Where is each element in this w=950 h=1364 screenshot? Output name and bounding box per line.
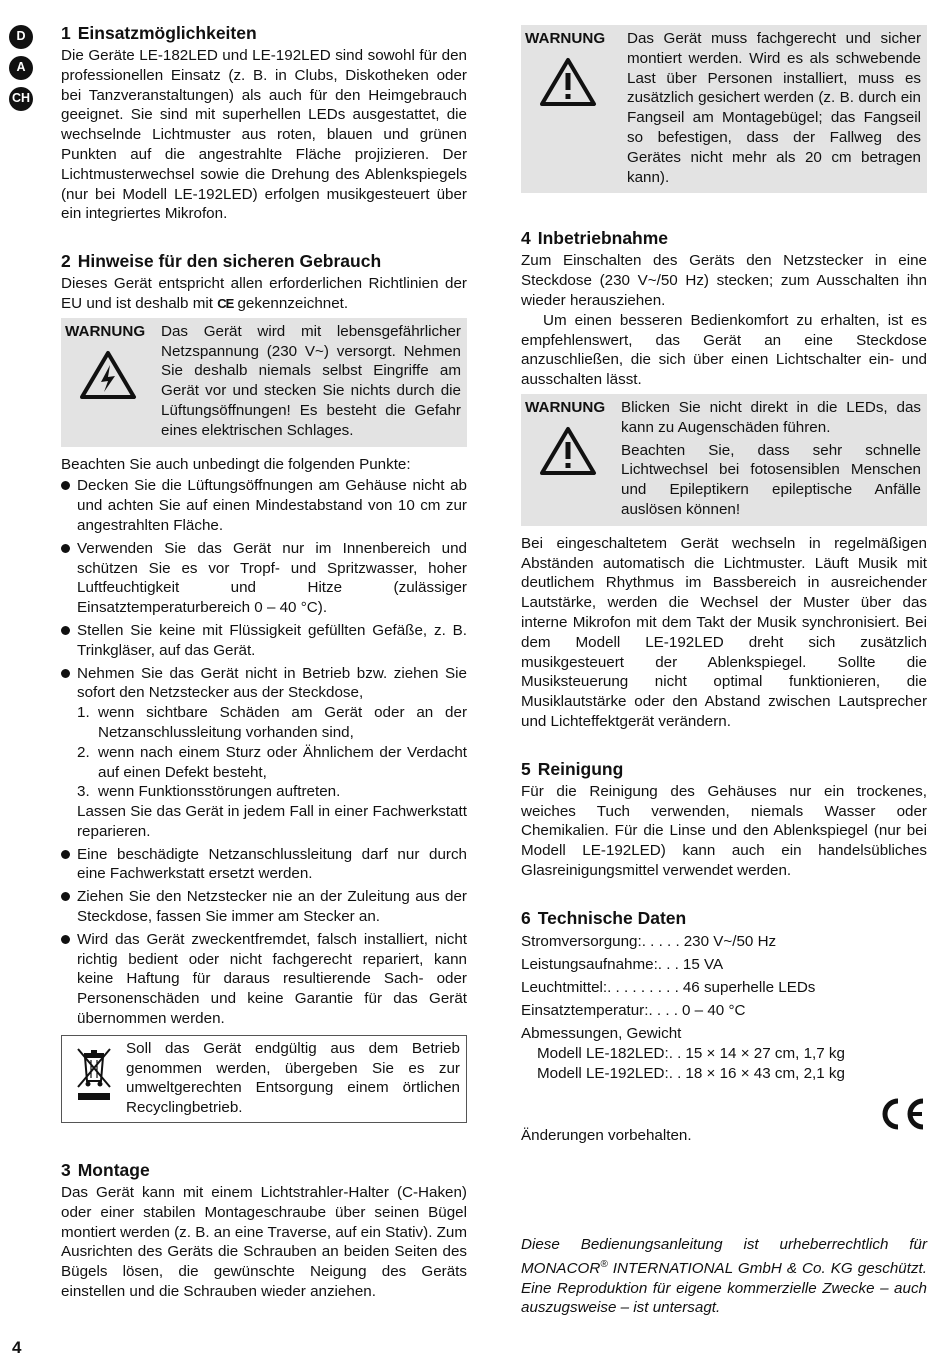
section-technische-daten <box>521 907 927 1146</box>
section-number: 6 <box>521 907 531 928</box>
section-heading <box>521 227 927 249</box>
spec-value: 46 superhelle LEDs <box>682 979 816 997</box>
warning-box-mounting <box>521 25 927 193</box>
spec-label: Leuchtmittel: <box>521 979 608 997</box>
sublist-item <box>77 743 467 783</box>
right-column <box>521 22 927 1145</box>
paragraph: Das Gerät kann mit einem Lichtstrahler-Halter (C-Haken) oder einer stabilen Montageschraube über seinen Bügel montiert werden (z. B. an eine Traverse, auf ein Stativ). Zum Ausrichten des Geräts die Schrauben an beiden Seiten des Bügels lösen, die gewünschte Neigung des Geräts einstellen und die Schrauben wieder anziehen. <box>61 1184 468 1301</box>
spec-label: Leistungsaufnahme: <box>521 956 658 974</box>
paragraph: Um einen besseren Bedienkomfort zu erhalten, ist es empfehlenswert, das Gerät an eine Steckdose anzuschließen, die sich über einen Lichtschalter ein- und ausschalten lässt. <box>521 311 927 389</box>
crossed-bin-icon <box>74 1045 116 1105</box>
page-number: 4 <box>12 1338 22 1357</box>
language-badge-a: A <box>9 56 33 80</box>
spec-label: Einsatztemperatur: <box>521 1002 649 1020</box>
text-span: Nehmen Sie das Gerät nicht in Betrieb bzw. ziehen Sie sofort den Netzstecker aus der Steckdose, <box>77 664 467 702</box>
sublist-number: 2. <box>77 743 90 761</box>
section-heading <box>521 907 927 929</box>
warning-box-eyes <box>521 394 927 526</box>
spec-table <box>521 931 927 1086</box>
spec-leader: . . <box>668 1045 682 1063</box>
spec-leader: . . . . . <box>641 933 680 951</box>
spec-value: 230 V~/50 Hz <box>683 933 777 951</box>
language-badges <box>9 25 33 118</box>
text-span: Lassen Sie das Gerät in jedem Fall in einer Fachwerkstatt reparieren. <box>77 803 467 840</box>
spec-leader: . . . . . . . . . <box>607 979 679 997</box>
list-item: Stellen Sie keine mit Flüssigkeit gefüllten Gefäße, z. B. Trinkgläser, auf das Gerät. <box>61 621 467 661</box>
list-item: Eine beschädigte Netzanschlussleitung darf nur durch eine Fachwerkstatt ersetzt werden. <box>61 845 467 885</box>
list-item <box>61 664 467 842</box>
warning-text: Das Gerät wird mit lebensgefährlicher Netzspannung (230 V~) versorgt. Nehmen Sie deshalb niemals selbst Eingriffe am Gerät vor und stecken Sie nichts durch die Lüftungsöffnungen! Es besteht die Gefahr eines elektrischen Schlages. <box>161 322 461 439</box>
section-title: Technische Daten <box>537 907 687 928</box>
section-title: Einsatzmöglichkeiten <box>77 23 257 43</box>
section-title: Reinigung <box>537 758 624 779</box>
section-number: 4 <box>521 228 531 249</box>
section-reinigung <box>521 758 927 881</box>
spec-leader: . . . . <box>648 1002 679 1020</box>
text-span: gekennzeichnet. <box>237 294 349 312</box>
spec-label: Modell LE-182LED: <box>537 1045 669 1063</box>
spec-leader: . . . <box>657 956 679 974</box>
general-warning-icon <box>539 426 597 476</box>
sublist-text: wenn Funktionsstörungen auftreten. <box>98 783 341 801</box>
sublist-number: 1. <box>77 704 90 722</box>
spec-value: 15 VA <box>682 956 724 974</box>
warning-label: WARNUNG <box>525 398 606 416</box>
paragraph: Bei eingeschaltetem Gerät wechseln in regelmäßigen Abständen automatisch die Lichtmuster. Läuft Musik mit deutlichem Rhythmus im Bassbereich in ausreichender Lautstärke, werden die Wechsel der Muster über das interne Mikrofon mit dem Takt der Musik synchronisiert. Bei dem Modell LE-192LED dreht sich zusätzlich musikgesteuert der Ablenkspiegel. Sollte die Musiksteuerung nicht optimal funktionieren, die Musiklautstärke oder den Abstand zwischen Lautsprecher und Lichteffektgerät verändern. <box>521 534 927 730</box>
language-badge-ch: CH <box>9 87 33 111</box>
spec-row <box>521 977 927 1000</box>
section-number: 5 <box>521 758 531 779</box>
spec-value: 18 × 16 × 43 cm, 2,1 kg <box>685 1065 845 1083</box>
spec-leader: . . <box>668 1065 682 1083</box>
spec-value: 0 – 40 °C <box>682 1002 746 1020</box>
warning-text: Das Gerät muss fachgerecht und sicher montiert werden. Wird es als schwebende Last über Personen installiert, muss es zusätzlich gesichert werden (z. B. durch ein Fangseil am Montagebügel; das Fangseil so befestigen, dass der Fallweg des Gerätes nicht mehr als 20 cm betragen kann). <box>627 30 921 186</box>
sublist-text: wenn nach einem Sturz oder Ähnlichem der Verdacht auf einen Defekt besteht, <box>98 743 467 781</box>
sublist-item <box>77 703 467 743</box>
text-span: INTERNATIONAL GmbH & Co. KG geschützt. Eine Reproduktion für eigene kommerzielle Zwecke – auch auszugsweise – ist untersagt. <box>521 1259 927 1317</box>
list-item: Verwenden Sie das Gerät nur im Innenbereich und schützen Sie es vor Tropf- und Spritzwasser, hoher Luftfeuchtigkeit und Hitze (zulässiger Einsatztemperaturbereich 0 – 40 °C). <box>61 539 467 618</box>
disposal-notice-box <box>61 1035 467 1123</box>
paragraph <box>61 274 467 314</box>
left-column <box>61 22 467 1302</box>
section-einsatz <box>61 22 467 224</box>
points-intro: Beachten Sie auch unbedingt die folgenden Punkte: <box>61 455 411 473</box>
text-span: Dieses Gerät entspricht allen erforderlichen Richtlinien der EU und ist deshalb mit <box>61 275 467 312</box>
ce-mark-icon <box>876 1096 928 1132</box>
text-span: Diese Bedienungsanleitung ist urheberrechtlich für MONACOR <box>521 1236 927 1277</box>
spec-row <box>521 1000 927 1023</box>
copyright-notice <box>521 1235 927 1318</box>
spec-row <box>521 1063 927 1086</box>
spec-row <box>521 931 927 954</box>
list-item: Decken Sie die Lüftungsöffnungen am Gehäuse nicht ab und achten Sie auf einen Mindestabstand von 10 cm zur angestrahlten Fläche. <box>61 476 467 535</box>
warning-box-electric <box>61 318 467 447</box>
warning-text <box>621 398 921 520</box>
warning-text-1: Blicken Sie nicht direkt in die LEDs, das kann zu Augenschäden führen. <box>621 398 921 436</box>
language-badge-d: D <box>9 25 33 49</box>
spec-label: Abmessungen, Gewicht <box>521 1025 682 1043</box>
spec-label: Modell LE-192LED: <box>537 1065 669 1083</box>
section-heading <box>61 250 467 272</box>
spec-label: Stromversorgung: <box>521 933 642 951</box>
section-heading <box>61 1159 467 1181</box>
section-number: 3 <box>61 1160 71 1181</box>
registered-mark: ® <box>600 1258 608 1270</box>
general-warning-icon <box>539 57 597 107</box>
changes-note: Änderungen vorbehalten. <box>521 1126 692 1144</box>
paragraph: Zum Einschalten des Geräts den Netzstecker in eine Steckdose (230 V~/50 Hz) stecken; zum Ausschalten ihn wieder herausziehen. <box>521 252 927 309</box>
sublist-number: 3. <box>77 783 90 801</box>
section-title: Montage <box>77 1160 150 1181</box>
section-title: Hinweise für den sicheren Gebrauch <box>77 251 382 272</box>
safety-bullet-list <box>61 476 467 1029</box>
spec-value: 15 × 14 × 27 cm, 1,7 kg <box>685 1045 845 1063</box>
list-item: Ziehen Sie den Netzstecker nie an der Zuleitung aus der Steckdose, fassen Sie immer am Stecker an. <box>61 887 467 927</box>
section-heading <box>61 22 467 44</box>
section-heading <box>521 758 927 780</box>
ce-mark-inline: CE <box>217 295 234 311</box>
paragraph: Die Geräte LE-182LED und LE-192LED sind sowohl für den professionellen Einsatz (z. B. in Clubs, Diskotheken oder bei Tanzveranstaltungen) als auch für den Heimgebrauch geeignet. Sie sind mit superhellen LEDs ausgestattet, die wechselnde Lichtmuster aus roten, blauen und grünen Punkten auf die angestrahlte Fläche projizieren. Der Lichtmusterwechsel sowie die Drehung des Ablenkspiegels (nur bei Modell LE-192LED) erfolgen musikgesteuert über ein integriertes Mikrofon. <box>61 47 467 223</box>
warning-label: WARNUNG <box>65 322 146 340</box>
disposal-text: Soll das Gerät endgültig aus dem Betrieb genommen werden, übergeben Sie es zur umweltgerechten Entsorgung einem örtlichen Recyclingbetrieb. <box>126 1039 460 1117</box>
warning-text-2: Beachten Sie, dass sehr schnelle Lichtwechsel bei fotosensiblen Menschen und Epileptikern epileptische Anfälle auslösen können! <box>621 441 921 518</box>
section-title: Inbetriebnahme <box>537 228 669 249</box>
sublist-text: wenn sichtbare Schäden am Gerät oder an der Netzanschlussleitung vorhanden sind, <box>98 704 467 741</box>
list-item: Wird das Gerät zweckentfremdet, falsch installiert, nicht richtig bedient oder nicht fachgerecht repariert, kann keine Haftung für daraus resultierende Sach- oder Personenschäden und keine Garantie für das Gerät übernommen werden. <box>61 930 467 1029</box>
numbered-sublist <box>77 703 467 802</box>
high-voltage-warning-icon <box>79 350 137 400</box>
spec-row <box>521 954 927 977</box>
section-number: 1 <box>61 23 71 43</box>
section-montage <box>61 1159 467 1302</box>
paragraph: Für die Reinigung des Gehäuses nur ein trockenes, weiches Tuch verwenden, niemals Wasser oder Chemikalien. Für die Linse und den Ablenkspiegel (nur bei Modell LE-192LED) kann auch ein handelsübliches Glasreinigungsmittel verwendet werden. <box>521 782 927 879</box>
section-inbetriebnahme <box>521 227 927 731</box>
sublist-item <box>77 782 467 802</box>
section-hinweise <box>61 250 467 1123</box>
warning-label: WARNUNG <box>525 30 606 47</box>
section-number: 2 <box>61 251 71 272</box>
